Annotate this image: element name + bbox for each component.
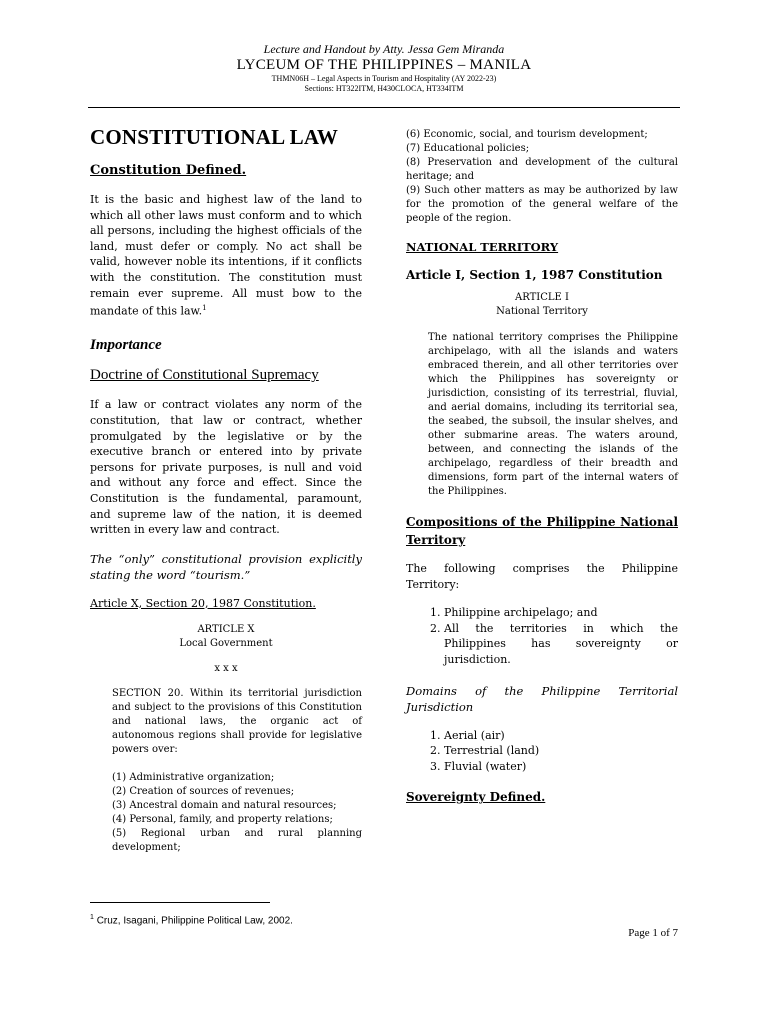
right-column — [406, 128, 678, 806]
compositions-heading: Compositions of the Philippine National Territory — [406, 515, 678, 547]
list-item: (4) Personal, family, and property relations; — [112, 813, 333, 825]
ellipsis: x x x — [214, 662, 238, 674]
domains-heading: Domains of the Philippine Territorial Jurisdiction — [406, 683, 678, 714]
left-column — [90, 124, 362, 855]
list-item: 1. Philippine archipelago; and — [444, 605, 678, 621]
article-x-title: ARTICLE X — [197, 623, 255, 635]
national-territory-heading: NATIONAL TERRITORY — [406, 240, 559, 254]
footnote-ref[interactable]: 1 — [202, 304, 207, 313]
footnote-text: Cruz, Isagani, Philippine Political Law, 2002. — [96, 915, 293, 927]
list-item: 2. Terrestrial (land) — [444, 743, 678, 759]
constitution-defined-heading: Constitution Defined. — [90, 163, 247, 178]
list-item: (8) Preservation and development of the cultural heritage; and — [406, 157, 678, 182]
list-item: (1) Administrative organization; — [112, 771, 275, 783]
importance-heading: Importance — [90, 337, 162, 354]
list-item: (9) Such other matters as may be authorized by law for the promotion of the general welfare of the people of the region. — [406, 185, 678, 224]
page-header — [0, 42, 768, 94]
school-name: LYCEUM OF THE PHILIPPINES – MANILA — [236, 57, 532, 73]
national-territory-text: The national territory comprises the Philippine archipelago, with all the islands and waters embraced therein, and all other territories over which the Philippines has sovereignty or jurisdiction, consisting of its terrestrial, fluvial, and aerial domains, including its territorial sea, the seabed, the subsoil, the insular shelves, and other submarine areas. The waters around, between, and connecting the islands of the archipelago, regardless of their breadth and dimensions, form part of the internal waters of the Philippines. — [428, 332, 678, 497]
list-item: (7) Educational policies; — [406, 143, 530, 154]
footnote — [90, 912, 293, 927]
article-x-subtitle: Local Government — [179, 637, 273, 649]
domains-list — [406, 728, 678, 775]
list-item: 3. Fluvial (water) — [444, 759, 678, 775]
article-i-reference: Article I, Section 1, 1987 Constitution — [406, 268, 663, 282]
powers-list — [112, 771, 362, 855]
constitution-defined-text: It is the basic and highest law of the land to which all other laws must conform and to which all persons, including the highest officials of the land, must defer or comply. No act shall be valid, however noble its intentions, if it conflicts with the constitution. The constitution must remain ever supreme. All must bow to the mandate of this law.$^1$ — [90, 193, 362, 318]
course-line: THMN06H – Legal Aspects in Tourism and Hospitality (AY 2022-23) — [271, 74, 497, 83]
doctrine-heading: Doctrine of Constitutional Supremacy — [90, 367, 319, 384]
compositions-intro: The following comprises the Philippine Territory: — [406, 562, 678, 591]
sections-line: Sections: HT322ITM, H430CLOCA, HT334ITM — [304, 84, 464, 93]
list-item: 1. Aerial (air) — [444, 728, 678, 744]
powers-list-continued — [406, 128, 678, 226]
sovereignty-heading: Sovereignty Defined. — [406, 790, 546, 805]
article-x-reference: Article X, Section 20, 1987 Constitution. — [90, 596, 316, 610]
footnote-divider — [90, 902, 270, 903]
article-i-subtitle: National Territory — [496, 306, 588, 317]
section-20-text: SECTION 20. Within its territorial jurisdiction and subject to the provisions of this Constitution and national laws, the organic act of autonomous regions shall provide for legislative powers over: — [112, 687, 362, 755]
list-item: 2. All the territories in which the Philippines has sovereignty or jurisdiction. — [444, 621, 678, 668]
tourism-note: The “only” constitutional provision explicitly stating the word “tourism.” — [90, 551, 362, 582]
page-title: CONSTITUTIONAL LAW — [90, 125, 339, 149]
header-divider — [88, 107, 680, 108]
footnote-marker: 1 — [90, 914, 94, 921]
list-item: (6) Economic, social, and tourism development; — [406, 129, 648, 140]
compositions-list — [406, 605, 678, 667]
doctrine-text: If a law or contract violates any norm of the constitution, that law or contract, whether promulgated by the legislative or by the executive branch or entered into by private persons for private purposes, is null and void and without any force and effect. Since the Constitution is the fundamental, paramount, and supreme law of the nation, it is deemed written in every law and contract. — [90, 398, 362, 537]
lecture-credit: Lecture and Handout by Atty. Jessa Gem Miranda — [263, 42, 505, 56]
list-item: (3) Ancestral domain and natural resources; — [112, 799, 337, 811]
list-item: (5) Regional urban and rural planning development; — [112, 827, 362, 853]
article-i-title: ARTICLE I — [515, 292, 569, 303]
page-number: Page 1 of 7 — [628, 927, 678, 939]
list-item: (2) Creation of sources of revenues; — [112, 785, 295, 797]
